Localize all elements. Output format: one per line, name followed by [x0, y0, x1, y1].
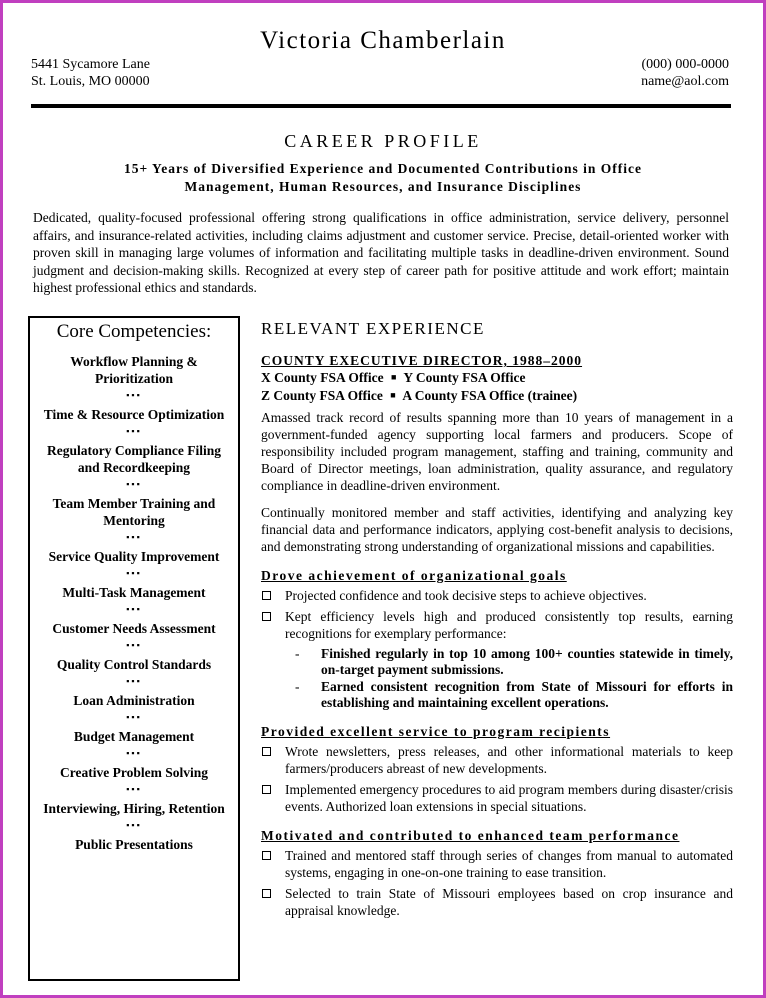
- checkbox-bullet-icon: [262, 851, 271, 860]
- bullet-text: Trained and mentored staff through series of changes from manual to automated systems, engaging in one-on-one training to ease transition.: [285, 848, 733, 880]
- experience-section: [261, 319, 733, 923]
- competencies-box: [28, 316, 240, 981]
- experience-paragraph-2: Continually monitored member and staff activities, identifying and analyzing key financial data and performance indicators, applying cost-benefit analysis to decisions, and demonstrating strong understanding of organizational missions and capabilities.: [261, 505, 733, 554]
- competency-item: Workflow Planning & Prioritization: [70, 354, 198, 386]
- competency-separator: ▪▪▪: [126, 640, 142, 650]
- dash-icon: -: [295, 679, 300, 694]
- bullet-text: Implemented emergency procedures to aid program members during disaster/crisis events. Authorized loan extensions in special situations.: [285, 782, 733, 814]
- competency-item: Public Presentations: [75, 837, 193, 852]
- office-separator: ■: [391, 372, 397, 382]
- competency-item: Creative Problem Solving: [60, 765, 208, 780]
- resume-name: Victoria Chamberlain: [260, 27, 506, 54]
- contact-block: [641, 56, 729, 90]
- email: name@aol.com: [641, 74, 729, 89]
- bullet-text: Kept efficiency levels high and produced consistently top results, earning recognitions for exemplary performance:: [285, 609, 733, 641]
- bullet-text: Selected to train State of Missouri employees based on crop insurance and appraisal knowledge.: [285, 886, 733, 918]
- section-heading: Motivated and contributed to enhanced team performance: [261, 828, 680, 843]
- competencies-list: [30, 353, 238, 853]
- competency-item: Regulatory Compliance Filing and Recordkeeping: [47, 443, 221, 475]
- competency-separator: ▪▪▪: [126, 479, 142, 489]
- address-line-1: 5441 Sycamore Lane: [31, 57, 150, 72]
- office-separator: ■: [390, 389, 396, 400]
- competency-item: Time & Resource Optimization: [43, 407, 225, 422]
- office-z: Z County FSA Office: [261, 387, 383, 403]
- competency-item: Multi-Task Management: [62, 585, 206, 600]
- competency-item: Customer Needs Assessment: [52, 621, 216, 636]
- office-a: A County FSA Office (trainee): [402, 387, 578, 403]
- sub-bullet-text: Earned consistent recognition from State of Missouri for efforts in establishing and maintaining excellent operations.: [321, 679, 733, 710]
- checkbox-bullet-icon: [262, 785, 271, 794]
- sub-bullet-item: [285, 646, 733, 678]
- competency-item: Service Quality Improvement: [48, 549, 220, 564]
- checkbox-bullet-icon: [262, 889, 271, 898]
- experience-paragraph-1: Amassed track record of results spanning more than 10 years of management in a government-funded agency supporting local farmers and producers. Scope of responsibility included program management, staffing and training, community and Board of Director meetings, loan administration, quality assurance, and regulatory compliance in deadline-driven environment.: [261, 410, 733, 493]
- bullet-list: [261, 587, 733, 711]
- competency-separator: ▪▪▪: [126, 712, 142, 722]
- phone: (000) 000-0000: [641, 57, 729, 72]
- section-heading: Drove achievement of organizational goals: [261, 568, 567, 583]
- office-x: X County FSA Office: [261, 370, 384, 385]
- competency-separator: ▪▪▪: [126, 568, 142, 578]
- sub-bullet-item: [285, 679, 733, 711]
- bullet-item: [261, 885, 733, 919]
- competency-separator: ▪▪▪: [126, 532, 142, 542]
- profile-title: CAREER PROFILE: [284, 131, 482, 151]
- competency-item: Loan Administration: [73, 693, 195, 708]
- address-block: [31, 56, 150, 90]
- office-line-2: [261, 387, 733, 405]
- competency-separator: ▪▪▪: [126, 748, 142, 758]
- competency-separator: ▪▪▪: [126, 676, 142, 686]
- checkbox-bullet-icon: [262, 591, 271, 600]
- dash-icon: -: [295, 646, 300, 661]
- experience-title-text: RELEVANT EXPERIENCE: [261, 319, 485, 338]
- competency-item: Budget Management: [73, 729, 195, 744]
- bullet-list: [261, 847, 733, 919]
- office-line-1: [261, 369, 733, 387]
- office-y: Y County FSA Office: [403, 370, 526, 385]
- bullet-text: Wrote newsletters, press releases, and other informational materials to keep farmers/producers abreast of new developments.: [285, 744, 733, 776]
- competency-item: Quality Control Standards: [56, 657, 212, 672]
- bullet-item: [261, 847, 733, 881]
- profile-subtitle: [63, 160, 703, 196]
- competency-separator: ▪▪▪: [126, 604, 142, 614]
- competency-separator: ▪▪▪: [126, 426, 142, 436]
- job-title: COUNTY EXECUTIVE DIRECTOR, 1988–2000: [261, 353, 583, 368]
- competencies-title: Core Competencies:: [56, 321, 212, 342]
- profile-subtitle-line-1: 15+ Years of Diversified Experience and Documented Contributions in Office: [123, 161, 643, 176]
- bullet-item: [261, 608, 733, 711]
- sub-bullet-list: [285, 646, 733, 711]
- competency-separator: ▪▪▪: [126, 784, 142, 794]
- profile-subtitle-line-2: Management, Human Resources, and Insurance Disciplines: [184, 179, 582, 194]
- section-heading: Provided excellent service to program recipients: [261, 724, 611, 739]
- competency-separator: ▪▪▪: [126, 390, 142, 400]
- experience-title: [261, 319, 733, 339]
- achievement-sections: [261, 568, 733, 919]
- sub-bullet-text: Finished regularly in top 10 among 100+ counties statewide in timely, on-target payment submissions.: [321, 646, 733, 677]
- profile-summary: Dedicated, quality-focused professional offering strong qualifications in office administration, service delivery, personnel affairs, and insurance-related activities, including claims adjustment and customer service. Precise, detail-oriented worker with proven skill in managing large volumes of information and facilitating multiple tasks in deadline-driven environment. Sound judgment and decision-making skills. Recognized at every step of career path for positive attitude and work effort; maintain highest professional ethics and standards.: [33, 210, 729, 295]
- bullet-item: [261, 781, 733, 815]
- header-rule: [31, 104, 731, 108]
- bullet-list: [261, 743, 733, 815]
- address-line-2: St. Louis, MO 00000: [31, 74, 150, 89]
- competency-item: Interviewing, Hiring, Retention: [43, 801, 225, 816]
- bullet-item: [261, 743, 733, 777]
- bullet-item: [261, 587, 733, 604]
- competency-item: Team Member Training and Mentoring: [52, 496, 216, 528]
- checkbox-bullet-icon: [262, 612, 271, 621]
- competency-separator: ▪▪▪: [126, 820, 142, 830]
- checkbox-bullet-icon: [262, 747, 271, 756]
- bullet-text: Projected confidence and took decisive steps to achieve objectives.: [285, 588, 647, 603]
